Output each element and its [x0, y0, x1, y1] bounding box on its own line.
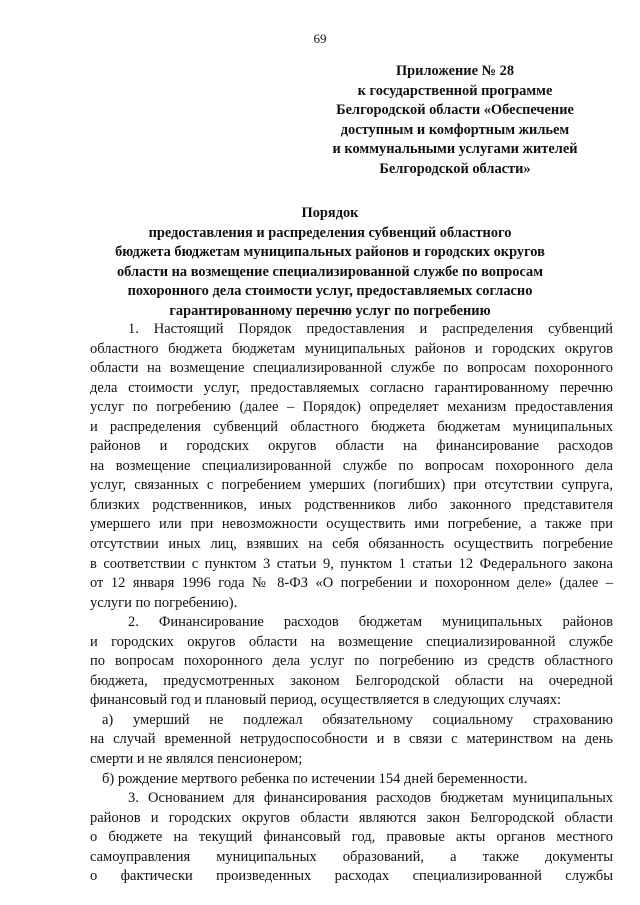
body-line: смерти и не являлся пенсионером;: [90, 751, 303, 768]
page-number: 69: [313, 31, 327, 46]
body-line: на случай временной нетрудоспособности и в связи с материнством на день: [90, 731, 613, 748]
appendix-line: доступным и комфортным жильем: [340, 121, 570, 138]
body-line: областного бюджета бюджетам муниципальных районов и городских округов: [90, 340, 613, 357]
body-line: отсутствии иных лиц, взявших на себя обязанность осуществить погребение: [90, 536, 613, 553]
appendix-header: [318, 62, 592, 180]
appendix-line: Белгородской области «Обеспечение: [336, 102, 574, 119]
title-line: бюджета бюджетам муниципальных районов и городских округов: [115, 244, 545, 260]
body-line: о бюджете на текущий финансовый год, правовые акты органов местного: [90, 829, 613, 846]
appendix-line: и коммунальными услугами жителей: [332, 141, 578, 158]
body-line: районов и городских округов области являются закон Белгородской области: [90, 809, 613, 826]
body-line: от 12 января 1996 года № 8-ФЗ «О погребении и похоронном деле» (далее –: [90, 575, 613, 592]
body-line: 3. Основанием для финансирования расходов бюджетам муниципальных: [128, 790, 613, 807]
document-title: [100, 204, 560, 321]
body-line: 1. Настоящий Порядок предоставления и распределения субвенций: [128, 321, 613, 337]
body-line: по вопросам похоронного дела услуг по погребению из средств областного: [90, 653, 613, 670]
body-text: [90, 320, 613, 887]
body-line: самоуправления муниципальных образований, а также документы: [90, 848, 613, 865]
body-line: на возмещение специализированной службе по вопросам похоронного дела: [90, 457, 613, 474]
body-line: услуг, связанных с погребением умерших (погибших) при отсутствии супруга,: [90, 477, 613, 494]
body-line: и распределения субвенций областного бюджета бюджетам муниципальных: [90, 418, 613, 435]
title-line: гарантированному перечню услуг по погребению: [169, 302, 491, 319]
body-line: финансовый год и плановый период, осуществляется в следующих случаях:: [90, 692, 561, 709]
body-line: дела стоимости услуг, предоставляемых согласно гарантированному перечню: [90, 379, 613, 396]
body-line: районов и городских округов области на финансирование расходов: [90, 438, 613, 455]
body-line: умершего или при невозможности осуществить ими погребение, а также при: [90, 516, 613, 533]
body-line: услуги по погребению).: [90, 594, 238, 611]
body-line: бюджета, предусмотренных законом Белгородской области на очередной: [90, 672, 613, 689]
title-line: похоронного дела стоимости услуг, предоставляемых согласно: [127, 283, 533, 299]
body-line: в соответствии с пунктом 3 статьи 9, пунктом 1 статьи 12 Федерального закона: [90, 555, 613, 572]
appendix-line: к государственной программе: [357, 82, 553, 99]
body-line: услуг по погребению (далее – Порядок) определяет механизм предоставления: [90, 399, 613, 416]
body-line: а) умерший не подлежал обязательному социальному страхованию: [102, 711, 613, 728]
title-line: области на возмещение специализированной службе по вопросам: [116, 263, 544, 280]
title-line: предоставления и распределения субвенций областного: [148, 224, 512, 241]
body-line: б) рождение мертвого ребенка по истечении 154 дней беременности.: [102, 770, 528, 787]
body-line: близких родственников, иных родственников либо законного представителя: [90, 496, 613, 513]
title-line: Порядок: [301, 205, 359, 221]
appendix-line: Белгородской области»: [379, 160, 531, 177]
appendix-line: Приложение № 28: [395, 63, 515, 79]
body-line: о фактически произведенных расходах специализированной службы: [90, 868, 613, 885]
body-line: и городских округов области на возмещение специализированной службе: [90, 633, 613, 650]
body-line: 2. Финансирование расходов бюджетам муниципальных районов: [128, 614, 613, 631]
body-line: области на возмещение специализированной службе по вопросам похоронного: [90, 360, 613, 377]
